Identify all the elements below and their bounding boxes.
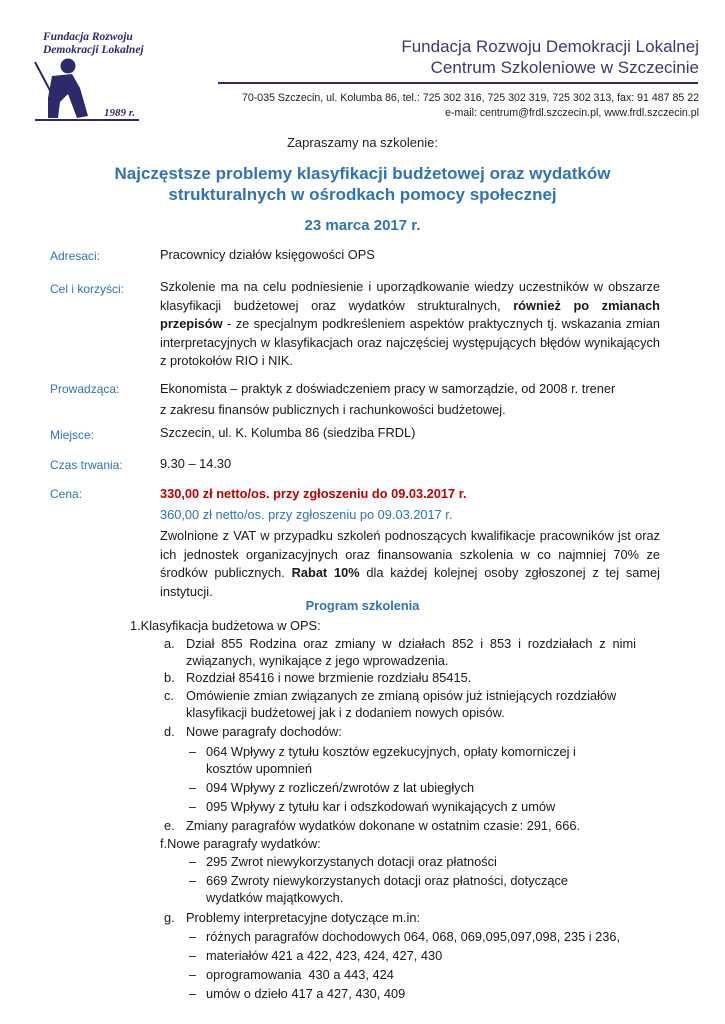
item-d1-line-1: 064 Wpływy z tytułu kosztów egzekucyjnych, opłaty komorniczej i bbox=[206, 744, 576, 759]
goal-label: Cel i korzyści: bbox=[50, 282, 125, 296]
list-item-g: Problemy interpretacyjne dotyczące m.in: bbox=[186, 910, 420, 925]
dash-icon: – bbox=[189, 799, 197, 814]
list-marker-c: c. bbox=[164, 688, 174, 703]
dash-icon: – bbox=[189, 948, 197, 963]
list-item-d1 bbox=[206, 743, 576, 777]
dash-icon: – bbox=[189, 873, 197, 888]
invite-text: Zapraszamy na szkolenie: bbox=[286, 135, 438, 150]
goal-bold: również po zmianach przepisów bbox=[160, 297, 660, 331]
list-item-d: Nowe paragrafy dochodów: bbox=[186, 724, 342, 739]
item-a-line-1: Dział 855 Rodzina oraz zmiany w działach 852 i 853 i rozdziałach z nimi bbox=[186, 636, 636, 651]
list-item-g1: różnych paragrafów dochodowych 064, 068, 069,095,097,098, 235 i 236, bbox=[206, 929, 621, 944]
logo-underline bbox=[35, 119, 139, 121]
list-item-b: Rozdział 85416 i nowe brzmienie rozdziału 85415. bbox=[186, 670, 472, 685]
place-label: Miejsce: bbox=[50, 428, 95, 442]
program-item-1: 1.Klasyfikacja budżetowa w OPS: bbox=[130, 618, 321, 633]
logo-text bbox=[43, 31, 144, 57]
list-item-g2: materiałów 421 a 422, 423, 424, 427, 430 bbox=[206, 948, 443, 963]
list-item-e: Zmiany paragrafów wydatków dokonane w ostatnim czasie: 291, 666. bbox=[186, 818, 581, 833]
duration-label: Czas trwania: bbox=[50, 458, 123, 472]
list-marker-d: d. bbox=[164, 724, 175, 739]
org-address bbox=[179, 91, 699, 121]
list-item-c bbox=[186, 687, 616, 721]
item-d1-line-2: kosztów upomnień bbox=[206, 761, 312, 776]
dash-icon: – bbox=[189, 780, 197, 795]
logo-figure-icon bbox=[30, 58, 90, 120]
list-item-f: f.Nowe paragrafy wydatków: bbox=[160, 836, 321, 851]
header-rule bbox=[218, 82, 698, 84]
org-center-name: Centrum Szkoleniowe w Szczecinie bbox=[430, 58, 699, 77]
place-value: Szczecin, ul. K. Kolumba 86 (siedziba FRDL) bbox=[160, 425, 416, 440]
logo-line-1: Fundacja Rozwoju bbox=[43, 31, 133, 43]
address-line: 70-035 Szczecin, ul. Kolumba 86, tel.: 725 302 316, 725 302 319, 725 302 313, fax: 91 487 85 22 bbox=[241, 92, 699, 104]
item-f2-line-2: wydatków majątkowych. bbox=[206, 890, 344, 905]
dash-icon: – bbox=[189, 929, 197, 944]
list-item-g3: oprogramowania 430 a 443, 424 bbox=[206, 967, 394, 982]
goal-value bbox=[160, 278, 660, 371]
dash-icon: – bbox=[189, 967, 197, 982]
list-marker-b: b. bbox=[164, 670, 175, 685]
list-item-g4: umów o dzieło 417 a 427, 430, 409 bbox=[206, 986, 406, 1001]
org-title bbox=[259, 36, 699, 78]
price-label: Cena: bbox=[50, 487, 83, 501]
price-late: 360,00 zł netto/os. przy zgłoszeniu po 09.03.2017 r. bbox=[160, 507, 453, 522]
vat-bold: Rabat 10% bbox=[291, 565, 360, 580]
list-marker-a: a. bbox=[164, 636, 175, 651]
trainer-line-2: z zakresu finansów publicznych i rachunkowości budżetowej. bbox=[160, 402, 506, 417]
org-name: Fundacja Rozwoju Demokracji Lokalnej bbox=[401, 37, 699, 56]
goal-text-1: Szkolenie ma na celu podniesienie i uporządkowanie wiedzy uczestników w obszarze klasyfikacji budżetowej oraz wydatków strukturalnych, bbox=[160, 279, 660, 313]
list-item-a bbox=[186, 635, 636, 669]
title-line-1: Najczęstsze problemy klasyfikacji budżetowej oraz wydatków bbox=[114, 164, 611, 183]
training-date: 23 marca 2017 r. bbox=[304, 217, 421, 234]
item-c-line-1: Omówienie zmian związanych ze zmianą opisów już istniejących rozdziałów bbox=[186, 688, 617, 703]
trainer-line-1: Ekonomista – praktyk z doświadczeniem pracy w samorządzie, od 2008 r. trener bbox=[160, 381, 616, 396]
list-item-d2: 094 Wpływy z rozliczeń/zwrotów z lat ubiegłych bbox=[206, 780, 475, 795]
addressees-label: Adresaci: bbox=[50, 249, 101, 263]
program-heading: Program szkolenia bbox=[305, 598, 420, 613]
list-item-d3: 095 Wpływy z tytułu kar i odszkodowań wynikających z umów bbox=[206, 799, 556, 814]
vat-info bbox=[160, 527, 660, 601]
list-item-f1: 295 Zwrot niewykorzystanych dotacji oraz płatności bbox=[206, 854, 497, 869]
title-line-2: strukturalnych w ośrodkach pomocy społecznej bbox=[168, 185, 557, 204]
item-c-line-2: klasyfikacji budżetowej jak i z dodaniem nowych opisów. bbox=[186, 705, 505, 720]
trainer-label: Prowadząca: bbox=[50, 382, 120, 396]
goal-text-2: - ze specjalnym podkreśleniem aspektów praktycznych tj. wskazania zmian interpretacyjnych w klasyfikacjach oraz najczęściej występujących błędów wynikających z protokołów RIO i NIK. bbox=[160, 316, 660, 368]
list-item-f2 bbox=[206, 872, 568, 906]
logo-line-2: Demokracji Lokalnej bbox=[43, 44, 144, 56]
item-a-line-2: związanych, wynikające z jego wprowadzenia. bbox=[186, 653, 449, 668]
addressees-value: Pracownicy działów księgowości OPS bbox=[160, 247, 375, 262]
list-marker-g: g. bbox=[164, 910, 175, 925]
duration-value: 9.30 – 14.30 bbox=[160, 456, 232, 471]
dash-icon: – bbox=[189, 854, 197, 869]
price-early: 330,00 zł netto/os. przy zgłoszeniu do 09.03.2017 r. bbox=[160, 486, 467, 501]
training-title bbox=[0, 163, 725, 205]
trainer-value bbox=[160, 378, 660, 420]
dash-icon: – bbox=[189, 744, 197, 759]
dash-icon: – bbox=[189, 986, 197, 1001]
item-f2-line-1: 669 Zwroty niewykorzystanych dotacji oraz płatności, dotyczące bbox=[206, 873, 569, 888]
vat-text-1: Zwolnione z VAT w przypadku szkoleń podnoszących kwalifikacje pracowników jst oraz ich jednostek organizacyjnych oraz finansowania szkolenia w co najmniej 70% ze środków publicznych. bbox=[160, 528, 660, 580]
list-marker-e: e. bbox=[164, 818, 175, 833]
logo-year: 1989 r. bbox=[104, 107, 136, 119]
contact-line: e-mail: centrum@frdl.szczecin.pl, www.frdl.szczecin.pl bbox=[445, 107, 699, 119]
vat-text-2: dla każdej kolejnej osoby zgłoszonej z tej samej instytucji. bbox=[160, 565, 660, 599]
